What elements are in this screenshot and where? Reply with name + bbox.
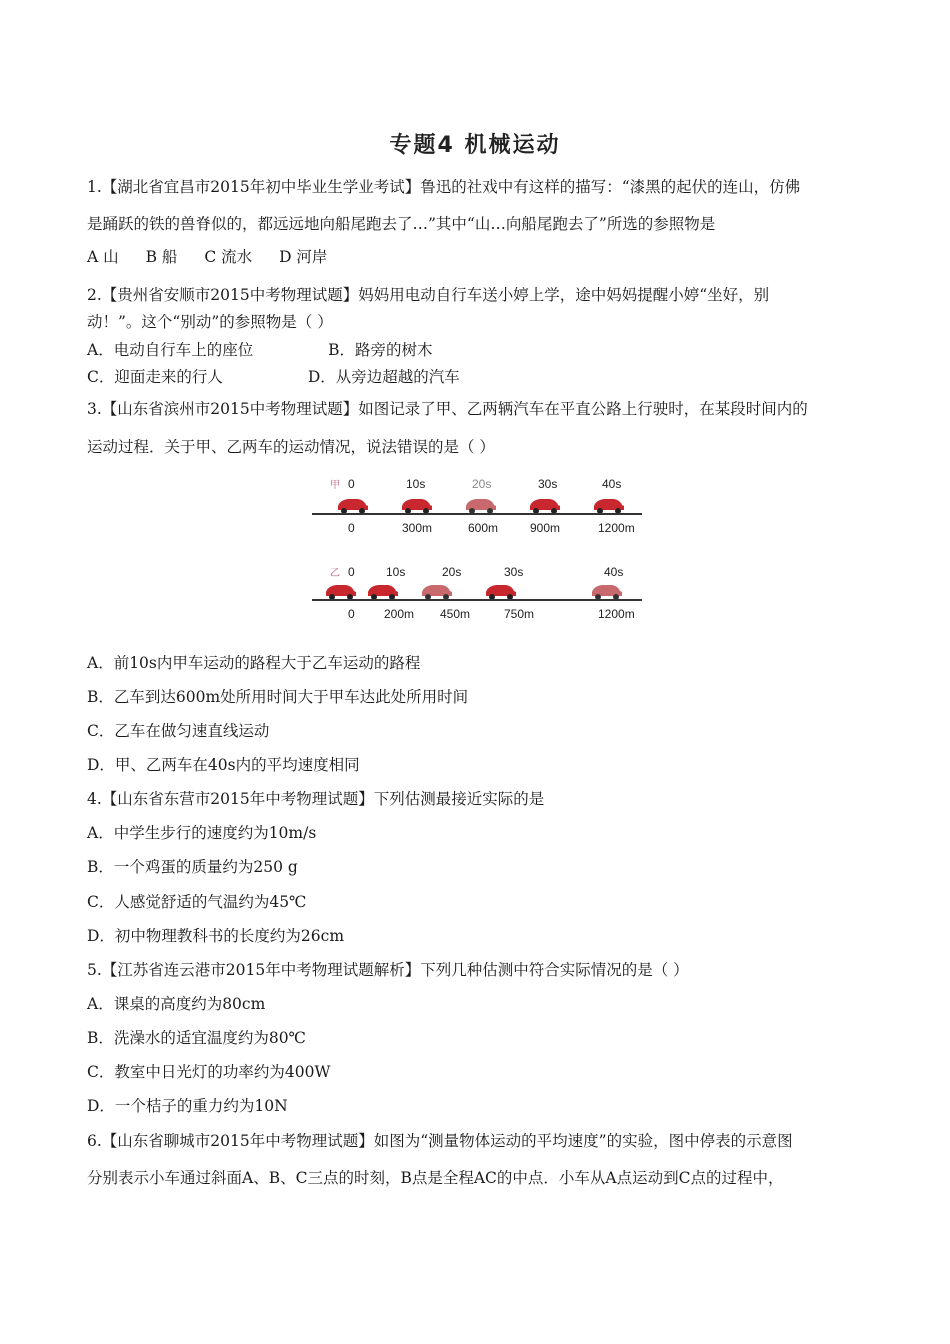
car-b-time-3: 30s bbox=[504, 565, 524, 579]
q4-stem: 4.【山东省东营市2015年中考物理试题】下列估测最接近实际的是 bbox=[87, 790, 545, 808]
car-b-time-0: 0 bbox=[348, 565, 355, 579]
car-a-icon-1 bbox=[402, 499, 432, 514]
q4-option-d: D．初中物理教科书的长度约为26cm bbox=[87, 927, 345, 945]
q6-stem-line2: 分别表示小车通过斜面A、B、C三点的时刻，B点是全程AC的中点．小车从A点运动到C点的过程中， bbox=[87, 1169, 784, 1187]
car-a-time-4: 40s bbox=[602, 477, 622, 491]
q3-option-c: C．乙车在做匀速直线运动 bbox=[87, 722, 270, 740]
car-b-dist-0: 0 bbox=[348, 607, 355, 621]
car-motion-diagram bbox=[312, 470, 652, 630]
q2-stem-line1: 2.【贵州省安顺市2015中考物理试题】妈妈用电动自行车送小婷上学，途中妈妈提醒小婷“坐好，别 bbox=[87, 286, 770, 304]
q4-option-b: B．一个鸡蛋的质量约为250 g bbox=[87, 858, 298, 876]
car-a-time-3: 30s bbox=[538, 477, 558, 491]
q5-option-d: D．一个桔子的重力约为10N bbox=[87, 1097, 288, 1115]
q2-option-d: D．从旁边超越的汽车 bbox=[307, 368, 460, 386]
car-a-time-0: 0 bbox=[348, 477, 355, 491]
car-a-icon-0 bbox=[338, 499, 368, 514]
car-a-dist-3: 900m bbox=[530, 521, 561, 535]
q2-options-row1 bbox=[87, 340, 433, 360]
q2-option-c: C．迎面走来的行人 bbox=[87, 368, 223, 386]
car-a-dist-2: 600m bbox=[468, 521, 499, 535]
q3-stem-line2: 运动过程．关于甲、乙两车的运动情况，说法错误的是（ ） bbox=[87, 438, 495, 456]
car-a-icon-3 bbox=[530, 499, 560, 514]
q2-option-b: B．路旁的树木 bbox=[328, 341, 433, 359]
q5-stem: 5.【江苏省连云港市2015年中考物理试题解析】下列几种估测中符合实际情况的是（ ） bbox=[87, 961, 689, 979]
car-b-icon-2 bbox=[422, 585, 452, 600]
car-b-dist-3: 750m bbox=[504, 607, 535, 621]
car-a-time-1: 10s bbox=[406, 477, 426, 491]
car-b-time-4: 40s bbox=[604, 565, 624, 579]
q4-option-c: C．人感觉舒适的气温约为45℃ bbox=[87, 893, 307, 911]
q2-options-row2 bbox=[87, 367, 460, 387]
q1-option-d: D 河岸 bbox=[279, 248, 328, 266]
q1-option-c: C 流水 bbox=[204, 248, 253, 266]
q6-stem-line1: 6.【山东省聊城市2015年中考物理试题】如图为“测量物体运动的平均速度”的实验，图中停表的示意图 bbox=[87, 1132, 793, 1150]
q3-option-a: A．前10s内甲车运动的路程大于乙车运动的路程 bbox=[87, 654, 421, 672]
q3-option-d: D．甲、乙两车在40s内的平均速度相同 bbox=[87, 756, 360, 774]
car-b-label: 乙 bbox=[330, 568, 340, 579]
car-b-icon-3 bbox=[486, 585, 516, 600]
car-b-icon-1 bbox=[368, 585, 398, 600]
q1-option-a: A 山 bbox=[87, 248, 119, 266]
q2-stem-line2: 动！”。这个“别动”的参照物是（ ） bbox=[87, 313, 333, 331]
car-b-dist-4: 1200m bbox=[598, 607, 635, 621]
car-a-icon-4 bbox=[594, 499, 624, 514]
q1-option-b: B 船 bbox=[145, 248, 178, 266]
car-motion-svg bbox=[312, 470, 652, 630]
car-b-time-2: 20s bbox=[442, 565, 462, 579]
car-b-dist-1: 200m bbox=[384, 607, 415, 621]
car-a-time-2: 20s bbox=[472, 477, 492, 491]
page-title: 专题4 机械运动 bbox=[389, 133, 561, 158]
car-a-icon-2 bbox=[466, 499, 496, 514]
car-a-dist-4: 1200m bbox=[598, 521, 635, 535]
car-b-icon-4 bbox=[592, 585, 622, 600]
car-b-icon-0 bbox=[326, 585, 356, 600]
q5-option-b: B．洗澡水的适宜温度约为80℃ bbox=[87, 1029, 306, 1047]
q5-option-a: A．课桌的高度约为80cm bbox=[87, 995, 266, 1013]
q2-option-a: A．电动自行车上的座位 bbox=[87, 341, 254, 359]
q1-stem-line1: 1.【湖北省宜昌市2015年初中毕业生学业考试】鲁迅的社戏中有这样的描写：“漆黑的起伏的连山，仿佛 bbox=[87, 178, 801, 196]
car-a-label: 甲 bbox=[330, 480, 340, 491]
car-b-dist-2: 450m bbox=[440, 607, 471, 621]
q3-stem-line1: 3.【山东省滨州市2015中考物理试题】如图记录了甲、乙两辆汽车在平直公路上行驶时，在某段时间内的 bbox=[87, 400, 808, 418]
q4-option-a: A．中学生步行的速度约为10m/s bbox=[87, 824, 317, 842]
q5-option-c: C．教室中日光灯的功率约为400W bbox=[87, 1063, 331, 1081]
car-a-dist-0: 0 bbox=[348, 521, 355, 535]
q1-options bbox=[87, 247, 327, 267]
q1-stem-line2: 是踊跃的铁的兽脊似的，都远远地向船尾跑去了…”其中“山…向船尾跑去了”所选的参照物是 bbox=[87, 215, 716, 233]
car-b-time-1: 10s bbox=[386, 565, 406, 579]
car-a-dist-1: 300m bbox=[402, 521, 433, 535]
q3-option-b: B．乙车到达600m处所用时间大于甲车达此处所用时间 bbox=[87, 688, 469, 706]
